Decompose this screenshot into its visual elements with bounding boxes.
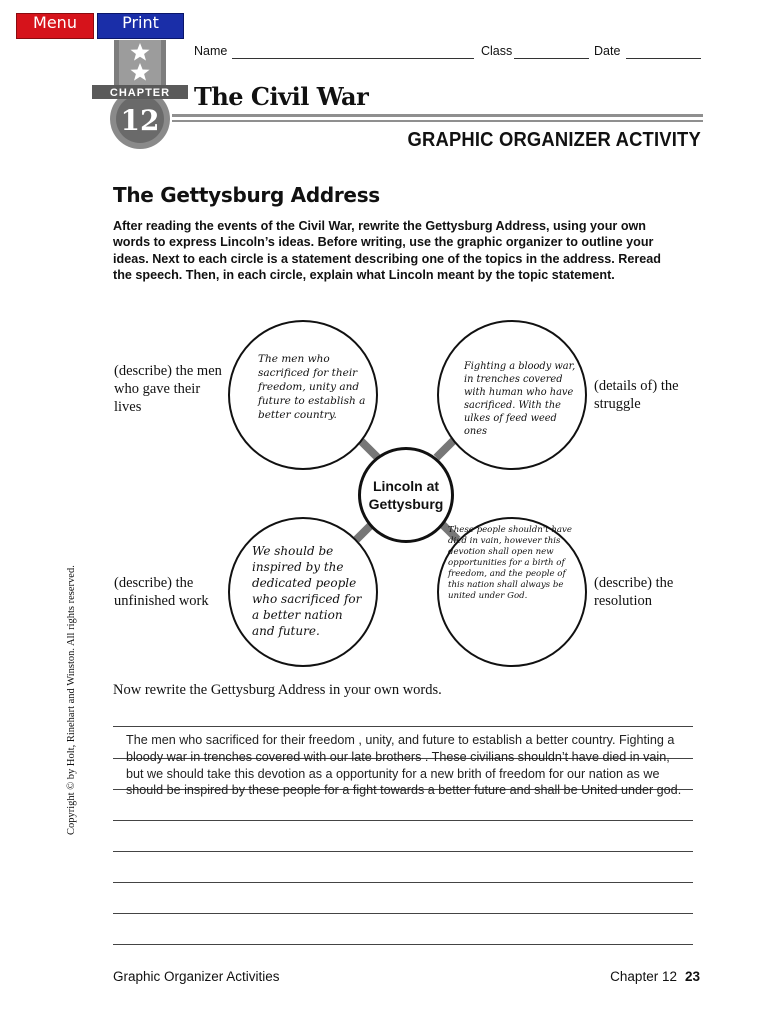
class-field[interactable]: [514, 58, 589, 59]
organizer-center-circle: [358, 447, 454, 543]
writing-line: [113, 944, 693, 945]
menu-button[interactable]: Menu: [16, 13, 94, 39]
title-rule: [172, 120, 703, 122]
label-top-left: (describe) the men who gave their lives: [114, 363, 222, 415]
chapter-badge: [92, 13, 188, 153]
footer-chapter: Chapter 12: [610, 969, 677, 984]
class-label: Class: [481, 44, 513, 58]
print-button[interactable]: Print: [97, 13, 184, 39]
footer-page-info: [610, 969, 700, 984]
handwritten-note-bottom-left: We should be inspired by the dedicated people who sacrificed for a better nation and future.: [252, 544, 362, 638]
handwritten-note-bottom-right: These people shouldn't have died in vain, however this devotion shall open new opportunities for a birth of freedom, and the people of this nation shall always be united under God.: [448, 525, 572, 601]
answer-text[interactable]: The men who sacrificed for their freedom , unity, and future to establish a better country. Fighting a bloody war in trenches covered with our late brothers . These civilians shouldn’t have died in vain, but we should take this devotion as a opportunity for a new brith of freedom for our nation as we should be inspired by these people for a fight towards a better future and shall be United under god.: [126, 733, 682, 798]
writing-line: [113, 882, 693, 883]
name-label: Name: [194, 44, 228, 58]
writing-line: [113, 851, 693, 852]
writing-line: [113, 913, 693, 914]
page-title: The Gettysburg Address: [113, 183, 380, 207]
date-field[interactable]: [626, 58, 701, 59]
label-top-right: (details of) the struggle: [594, 378, 679, 412]
name-field[interactable]: [232, 58, 474, 59]
writing-line: [113, 820, 693, 821]
center-label: Lincoln at Gettysburg: [368, 478, 444, 512]
chapter-number: 12: [120, 104, 160, 137]
chapter-word: CHAPTER: [109, 87, 171, 99]
label-bottom-left: (describe) the unfinished work: [114, 575, 209, 609]
activity-heading: GRAPHIC ORGANIZER ACTIVITY: [407, 129, 701, 151]
page-number: 23: [684, 969, 700, 984]
copyright-notice: Copyright © by Holt, Rinehart and Winston. All rights reserved.: [66, 565, 77, 835]
chapter-title: The Civil War: [194, 82, 369, 111]
handwritten-note-top-left: The men who sacrificed for their freedom, unity and future to establish a better country.: [258, 353, 366, 421]
rewrite-prompt: Now rewrite the Gettysburg Address in your own words.: [113, 682, 442, 698]
title-rule: [172, 114, 703, 117]
footer-title: Graphic Organizer Activities: [113, 969, 280, 984]
writing-line: [113, 726, 693, 727]
date-label: Date: [594, 44, 621, 58]
instructions: After reading the events of the Civil War, rewrite the Gettysburg Address, using your own words to express Lincoln’s ideas. Before writing, use the graphic organizer to outline your ideas. Next to each circle is a statement describing one of the topics in the address. Reread the speech. Then, in each circle, explain what Lincoln meant by the topic statement.: [113, 219, 662, 283]
label-bottom-right: (describe) the resolution: [594, 575, 674, 609]
handwritten-note-top-right: Fighting a bloody war, in trenches covered with human who have sacrificed. With the ulkes of feed weed ones: [464, 361, 576, 437]
